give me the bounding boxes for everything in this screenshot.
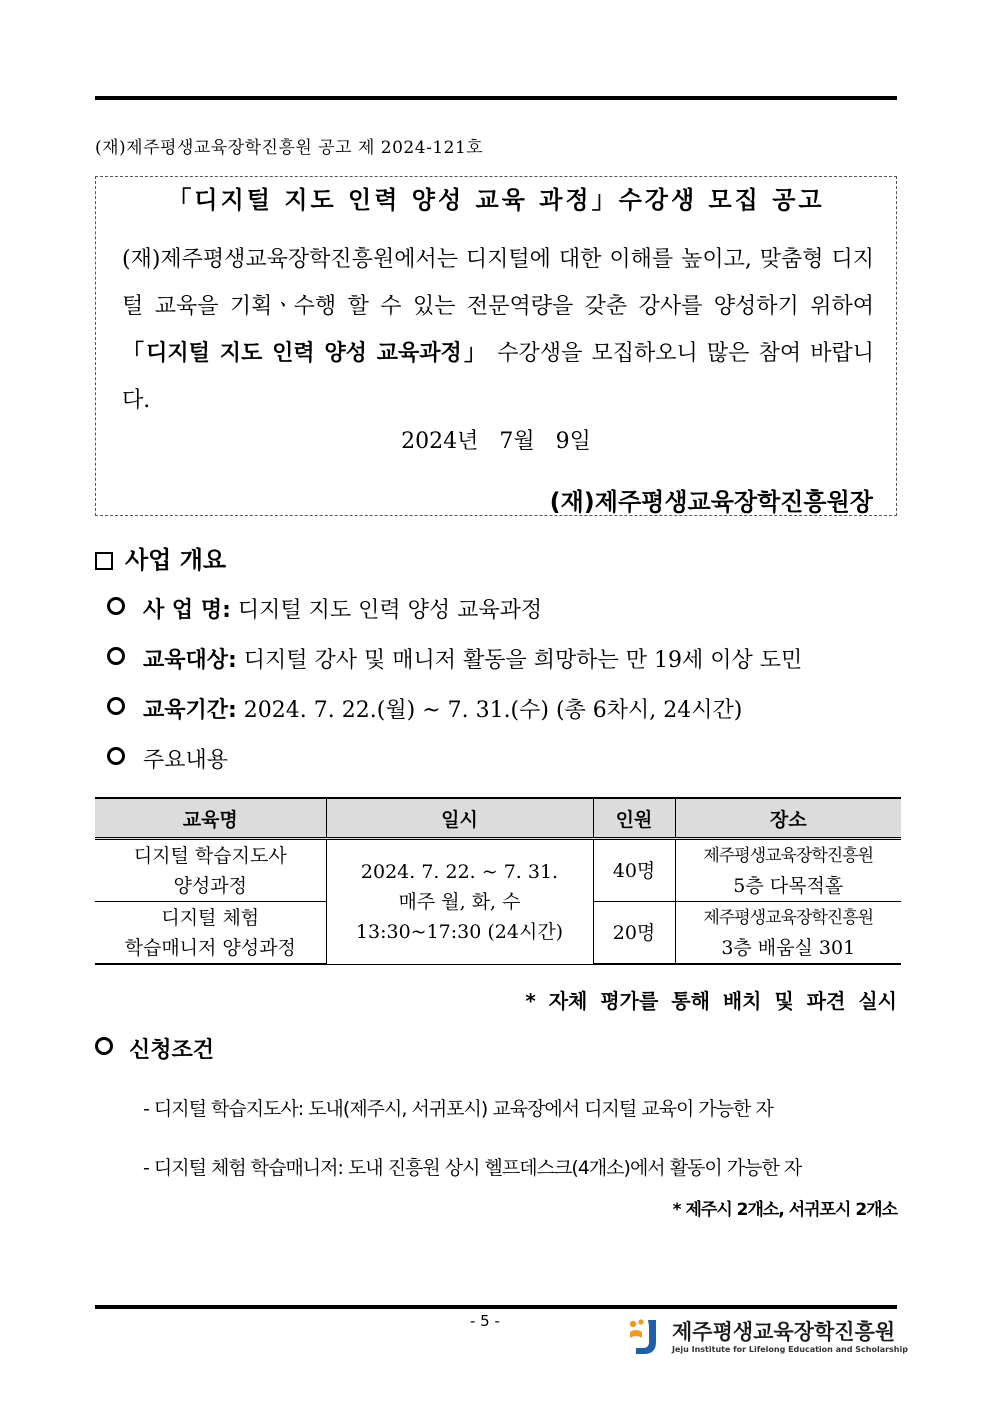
announcement-signer: (재)제주평생교육장학진흥원장 [549, 488, 873, 516]
condition-item: - 디지털 학습지도사: 도내(제주시, 서귀포시) 교육장에서 디지털 교육이 가능한 자 [143, 1098, 773, 1120]
body-course-name: 「디지털 지도 인력 양성 교육과정」 [122, 341, 489, 366]
circle-bullet-icon [107, 647, 125, 665]
place-line: 제주평생교육장학진흥원 [703, 846, 874, 866]
count-cell: 40명 [593, 839, 675, 902]
page-number: - 5 - [470, 1312, 500, 1330]
overview-label: 사 업 명: [143, 598, 231, 623]
circle-bullet-icon [95, 1037, 113, 1055]
section-heading [95, 540, 226, 575]
table-header: 인원 [593, 798, 675, 839]
table-header: 교육명 [95, 798, 326, 839]
place-line: 5층 다목적홀 [733, 875, 844, 897]
overview-value: 디지털 지도 인력 양성 교육과정 [230, 598, 543, 623]
course-name-cell [95, 839, 326, 902]
table-header-row [95, 798, 901, 839]
notice-number: (재)제주평생교육장학진흥원 공고 제 2024-121호 [95, 138, 484, 158]
overview-item [107, 743, 228, 774]
body-text-end: 수강생을 모집하오니 많은 참여 바랍니다. [122, 341, 875, 413]
overview-item [107, 693, 742, 724]
org-name-korean: 제주평생교육장학진흥원 [672, 1320, 896, 1344]
overview-label: 교육대상: [143, 648, 237, 673]
table-note: * 자체 평가를 통해 배치 및 파견 실시 [525, 989, 897, 1013]
top-rule [95, 96, 897, 100]
overview-value: 디지털 강사 및 매니저 활동을 희망하는 만 19세 이상 도민 [236, 648, 803, 673]
place-line: 제주평생교육장학진흥원 [703, 908, 874, 928]
body-text: (재)제주평생교육장학진흥원에서는 디지털에 대한 이해를 높이고, 맞춤형 디지털 교육을 기획ㆍ수행 할 수 있는 전문역량을 갖춘 강사를 양성하기 위하여 [122, 247, 874, 319]
course-name-line: 양성과정 [173, 874, 247, 897]
place-line: 3층 배움실 301 [721, 937, 856, 959]
circle-bullet-icon [107, 747, 125, 765]
course-name-cell [95, 902, 326, 965]
table-header: 일시 [326, 798, 593, 839]
announcement-title: 「디지털 지도 인력 양성 교육 과정」수강생 모집 공고 [167, 186, 825, 214]
course-name-line: 디지털 학습지도사 [133, 844, 287, 867]
org-logo-icon [626, 1316, 668, 1358]
place-cell [675, 902, 901, 965]
schedule-cell [326, 839, 593, 965]
square-icon [95, 552, 113, 570]
circle-bullet-icon [107, 697, 125, 715]
place-cell [675, 839, 901, 902]
conditions-heading [95, 1033, 214, 1064]
overview-value: 주요내용 [143, 748, 229, 773]
circle-bullet-icon [107, 597, 125, 615]
count-cell: 20명 [593, 902, 675, 965]
schedule-line: 13:30~17:30 (24시간) [355, 920, 564, 943]
table-row [95, 839, 901, 902]
conditions-title: 신청조건 [129, 1038, 215, 1063]
overview-item [107, 593, 542, 624]
announcement-date: 2024년 7월 9일 [401, 429, 591, 454]
section-title: 사업 개요 [125, 546, 227, 574]
course-name-line: 디지털 체험 [161, 906, 260, 929]
overview-label: 교육기간: [143, 698, 237, 723]
schedule-line: 매주 월, 화, 수 [398, 890, 521, 913]
table-header: 장소 [675, 798, 901, 839]
conditions-note: * 제주시 2개소, 서귀포시 2개소 [672, 1200, 897, 1220]
schedule-line: 2024. 7. 22. ~ 7. 31. [360, 860, 559, 883]
course-table [95, 797, 901, 965]
condition-item: - 디지털 체험 학습매니저: 도내 진흥원 상시 헬프데스크(4개소)에서 활동이 가능한 자 [143, 1157, 802, 1179]
course-name-line: 학습매니저 양성과정 [124, 936, 296, 959]
bottom-rule [95, 1305, 897, 1309]
overview-item [107, 643, 802, 674]
org-name-english: Jeju Institute for Lifelong Education and Scholarship [672, 1345, 908, 1354]
overview-value: 2024. 7. 22.(월) ~ 7. 31.(수) (총 6차시, 24시간) [236, 698, 743, 723]
announcement-body [122, 236, 874, 424]
